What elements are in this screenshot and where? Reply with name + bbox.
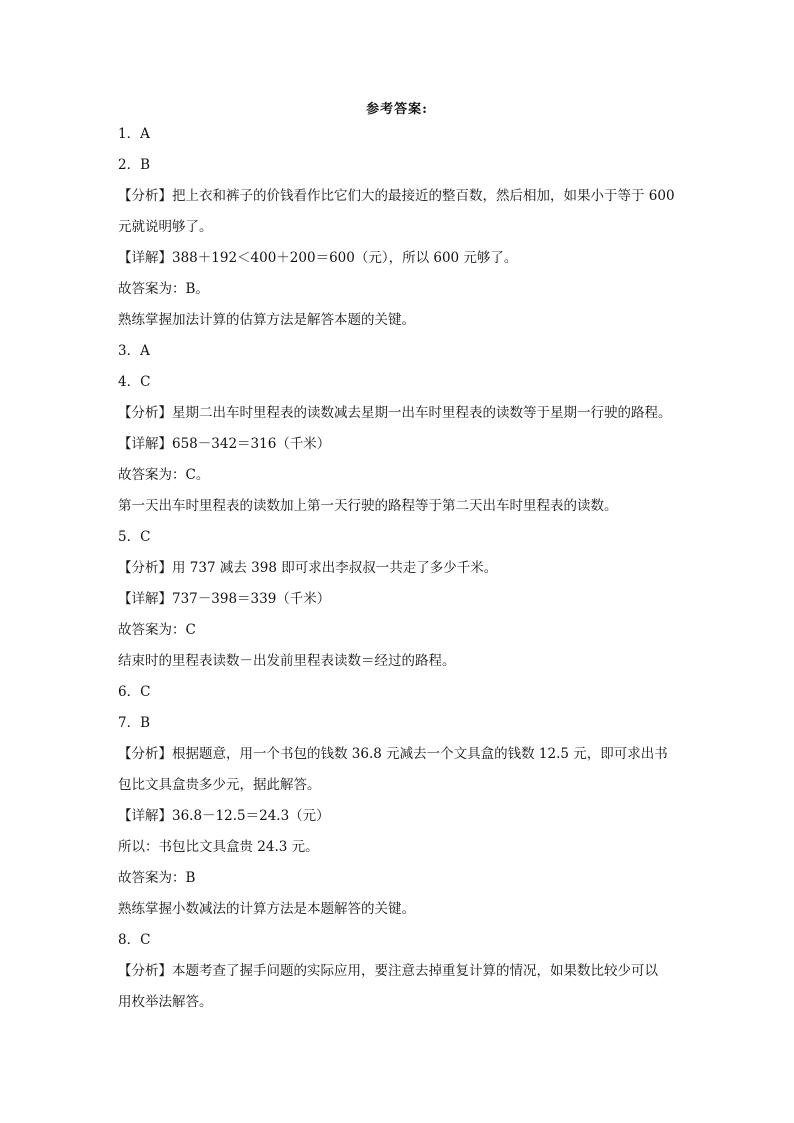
text-line: 【分析】根据题意，用一个书包的钱数 36.8 元减去一个文具盒的钱数 12.5 元，即可求出书 <box>118 746 668 762</box>
text-line: 【详解】36.8－12.5＝24.3（元） <box>118 808 330 824</box>
text-line: 【分析】把上衣和裤子的价钱看作比它们大的最接近的整百数，然后相加，如果小于等于 600 <box>118 188 675 204</box>
text-line: 7．B <box>118 715 151 731</box>
text-line: 8．C <box>118 932 151 948</box>
text-line: 所以：书包比文具盒贵 24.3 元。 <box>118 839 319 855</box>
text-line: 结束时的里程表读数－出发前里程表读数＝经过的路程。 <box>118 653 456 669</box>
text-line: 【详解】388＋192＜400＋200＝600（元），所以 600 元够了。 <box>118 250 518 266</box>
text-line: 【分析】本题考查了握手问题的实际应用，要注意去掉重复计算的情况，如果数比较少可以 <box>118 963 658 979</box>
answer-body <box>118 119 688 1018</box>
text-line: 故答案为：C <box>118 622 196 638</box>
text-line: 4．C <box>118 374 151 390</box>
text-line: 包比文具盒贵多少元，据此解答。 <box>118 777 321 793</box>
text-line: 2．B <box>118 157 151 173</box>
text-line: 【详解】737－398＝339（千米） <box>118 591 331 607</box>
text-line: 元就说明够了。 <box>118 219 213 235</box>
text-line: 3．A <box>118 343 150 359</box>
text-line: 熟练掌握小数减法的计算方法是本题解答的关键。 <box>118 901 415 917</box>
text-line: 【分析】用 737 减去 398 即可求出李叔叔一共走了多少千米。 <box>118 560 498 576</box>
text-line: 用枚举法解答。 <box>118 994 213 1010</box>
page-title: 参考答案: <box>366 102 428 117</box>
text-line: 故答案为：B <box>118 870 196 886</box>
text-line: 故答案为：C。 <box>118 467 210 483</box>
text-line: 熟练掌握加法计算的估算方法是解答本题的关键。 <box>118 312 415 328</box>
text-line: 第一天出车时里程表的读数加上第一天行驶的路程等于第二天出车时里程表的读数。 <box>118 498 618 514</box>
text-line: 故答案为：B。 <box>118 281 209 297</box>
text-line: 【分析】星期二出车时里程表的读数减去星期一出车时里程表的读数等于星期一行驶的路程。 <box>118 405 672 421</box>
text-line: 5．C <box>118 529 151 545</box>
text-line: 1．A <box>118 126 150 142</box>
text-line: 【详解】658－342＝316（千米） <box>118 436 331 452</box>
text-line: 6．C <box>118 684 151 700</box>
